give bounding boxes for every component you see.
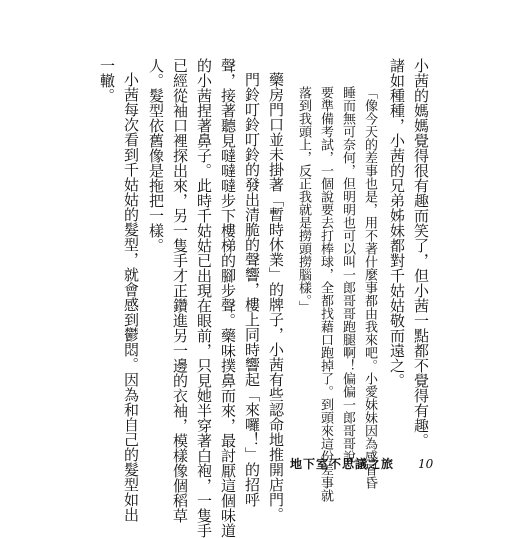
text-column-12: 人。髮型依舊像是拖把一樣。 [147,58,165,253]
text-column-7: 藥房門口並未掛著「暫時休業」的牌子，小茜有些認命地推開店門。 [267,72,285,522]
page-number: 10 [418,457,434,471]
page-footer [290,458,433,470]
text-column-6: 落到我頭上，反正我就是撈頭撈腦樣。」 [296,86,311,314]
text-column-3: 「像今天的差事也是，用不著什麼事都由我來吧。小愛妹妹因為感冒昏 [362,86,377,489]
text-column-13: 小茜每次看到千姑姑的髮型，就會感到鬱悶。因為和自己的髮型如出 [122,72,140,522]
text-column-2: 諸如種種，小茜的兄弟姊妹都對千姑姑敬而遠之。 [388,58,406,388]
text-column-8: 門鈴叮鈴叮鈴的發出清脆的聲響，樓上同時響起「來囉！」的招呼 [243,72,261,507]
text-column-1: 小茜的媽媽覺得很有趣而笑了，但小茜一點都不覺得有趣。 [412,58,430,448]
text-column-5: 要準備考試，一個說要去打棒球，全都找藉口跑掉了。到頭來這份差事就 [318,86,333,502]
text-column-10: 的小茜捏著鼻子。此時千姑姑已出現在眼前，只見她半穿著白袍，一隻手 [195,58,213,538]
text-column-14: 一轍。 [98,58,116,103]
text-column-4: 睡而無可奈何，但明明也可以叫一郎哥哥跑腿啊！偏偏一郎哥哥說 [340,86,355,463]
text-column-11: 已經從袖口裡探出來，另一隻手才正鑽進另一邊的衣袖，模樣像個稻草 [171,58,189,523]
running-title: 地下室不思議之旅 [290,457,395,471]
text-column-9: 聲，接著聽見噠噠噠步下樓梯的腳步聲。藥味撲鼻而來，最討厭這個味道 [219,58,237,538]
